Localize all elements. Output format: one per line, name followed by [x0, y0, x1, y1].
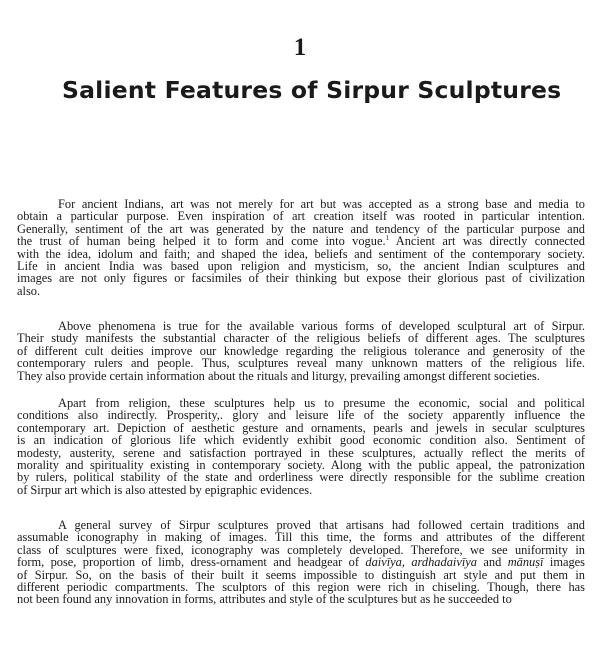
footnote-marker: 1 — [385, 234, 390, 243]
text-line: morality and spirituality existing in contemporary society. Along with the public appeal, the patronization — [17, 457, 585, 472]
text-line: conditions also indirectly. Prosperity,. glory and leisure life of the society apparently influence the — [17, 408, 585, 423]
text-line: Apart from religion, these sculptures help us to presume the economic, social and political — [58, 396, 585, 410]
text-line: Above phenomena is true for the available various forms of developed sculptural art of Sirpur. — [58, 319, 585, 333]
text-line: Life in ancient India was based upon religion and mysticism, so, the ancient Indian sculptures and — [17, 258, 585, 273]
italic-term: daivīya — [365, 555, 402, 570]
paragraph-4 — [17, 519, 585, 606]
text-line — [17, 556, 585, 568]
text-line: For ancient Indians, art was not merely for art but was accepted as a strong base and media to — [58, 197, 585, 211]
italic-term: mānuṣī — [507, 555, 544, 570]
text-line: contemporary art. Depiction of aesthetic gesture and ornaments, pearls and jewels in secular sculptures — [17, 420, 585, 435]
text-line — [17, 235, 585, 247]
paragraph-1 — [17, 198, 585, 297]
text-line: modesty, austerity, serene and satisfaction portrayed in these sculptures, actually reflect the merits of — [17, 445, 585, 460]
text-line: is an indication of glorious life which evidently exhibit good economic condition also. Sentiment of — [17, 433, 585, 448]
text-line: different periodic compartments. The sculptors of this region were rich in chiseling. Though, there has — [17, 579, 585, 594]
text-line: of Sirpur art which is also attested by epigraphic evidences. — [17, 482, 313, 497]
text-span: the trust of human being helped it to form and come into vogue. — [17, 234, 386, 249]
text-line: contemporary rulers and people. Thus, sculptures reveal many unknown matters of the religious life. — [17, 356, 585, 371]
text-line: with the idea, idolum and faith; and shaped the idea, beliefs and sentiment of the contemporary society. — [17, 246, 585, 261]
text-line: They also provide certain information about the rituals and liturgy, prevailing amongst different societies. — [17, 368, 540, 383]
paragraph-2 — [17, 320, 585, 382]
italic-term: ardhadaivīya — [411, 555, 477, 570]
text-line: assumable iconography in making of images. Till this time, the forms and attributes of the different — [17, 530, 585, 545]
text-line: of different cult deities improve our knowledge regarding the religious tolerance and generosity of the — [17, 343, 585, 358]
text-span: Ancient art was directly connected — [389, 234, 585, 249]
text-line: also. — [17, 283, 41, 298]
text-span: , — [401, 555, 412, 570]
text-line: Generally, sentiment of the art was generated by the nature and tendency of the particular purpose and — [17, 221, 585, 236]
text-line: A general survey of Sirpur sculptures proved that artisans had followed certain traditions and — [58, 518, 585, 532]
text-line: by rulers, political stability of the state and orderliness were directly responsible for the sublime creation — [17, 470, 585, 485]
chapter-number: 1 — [293, 34, 307, 61]
paragraph-3 — [17, 397, 585, 496]
text-line: Their study manifests the substantial character of the religious beliefs of different ages. The sculptures — [17, 331, 585, 346]
text-line: of Sirpur. So, on the basis of their built it seems impossible to distinguish art style and put them in — [17, 567, 585, 582]
text-span: images — [543, 555, 585, 570]
chapter-title: Salient Features of Sirpur Sculptures — [62, 76, 562, 104]
text-span: form, pose, proportion of limb, dress-ornament and headgear of — [17, 555, 366, 570]
text-line: obtain a particular purpose. Even inspiration of art creation itself was rooted in particular intention. — [17, 209, 585, 224]
text-span: and — [476, 555, 508, 570]
text-line: images are not only figures or facsimiles of their thinking but expose their glorious past of civilization — [17, 271, 585, 286]
text-line: not been found any innovation in forms, attributes and style of the sculptures but as he succeeded to — [17, 592, 512, 607]
text-line: class of sculptures were fixed, iconography was completely developed. Therefore, we see uniformity in — [17, 542, 585, 557]
